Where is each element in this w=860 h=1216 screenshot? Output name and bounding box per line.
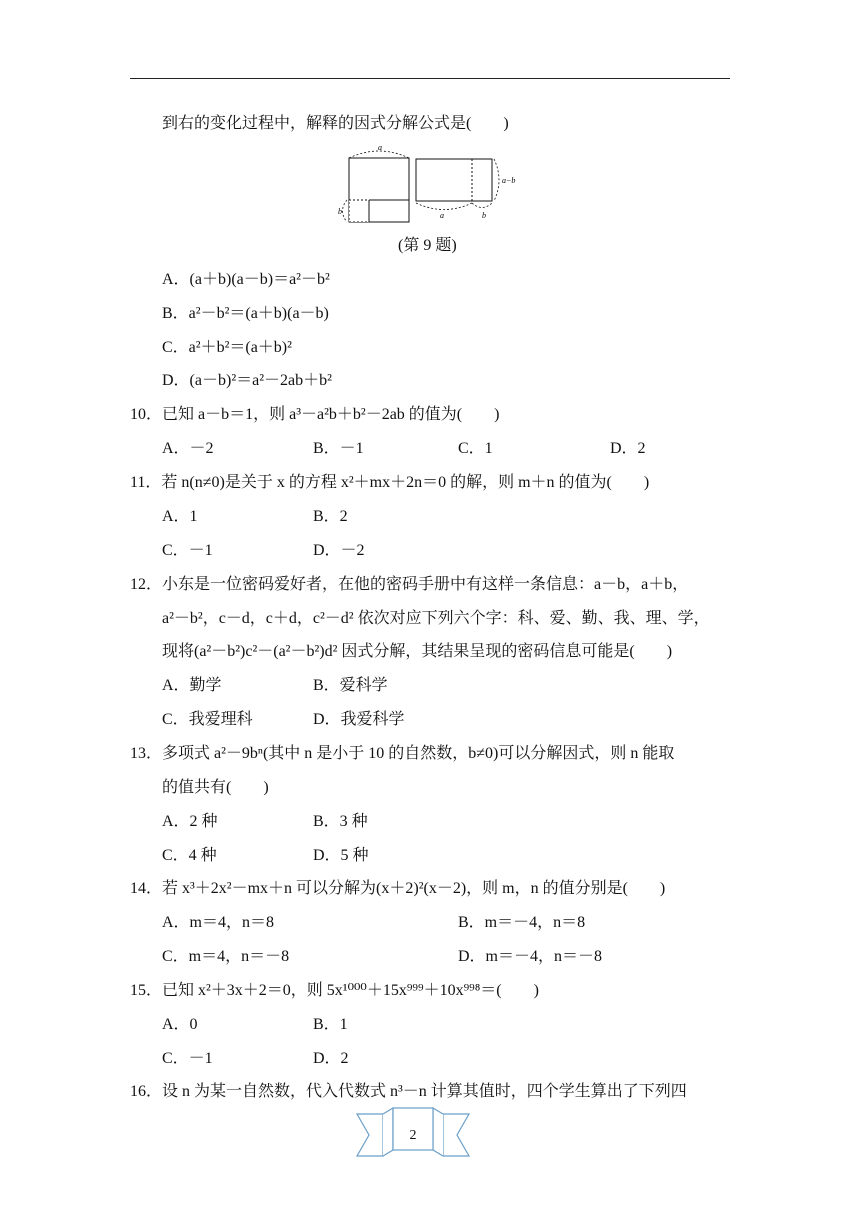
q10-option-a: A．－2 — [162, 440, 214, 457]
fig-label-a-top: a — [378, 143, 382, 152]
q11-stem: 11．若 n(n≠0)是关于 x 的方程 x²＋mx＋2n＝0 的解，则 m＋n 的值为( ) — [130, 474, 650, 491]
q11-option-b: B．2 — [313, 508, 348, 525]
fig-label-b-left: b — [338, 207, 342, 216]
q9-option-c: C．a²＋b²＝(a＋b)² — [162, 339, 292, 356]
q11-option-d: D．－2 — [313, 542, 365, 559]
q10-stem: 10．已知 a－b＝1，则 a³－a²b＋b²－2ab 的值为( ) — [130, 406, 500, 423]
page-number: 2 — [409, 1128, 417, 1143]
q12-option-a: A．勤学 — [162, 677, 222, 694]
page-number-ribbon — [355, 1106, 471, 1164]
header-rule — [130, 78, 730, 79]
fig-label-a-minus-b: a−b — [502, 176, 516, 185]
q12-option-d: D．我爱科学 — [313, 711, 405, 728]
q12-option-c: C．我爱理科 — [162, 711, 253, 728]
q15-option-a: A．0 — [162, 1016, 198, 1033]
q13-option-c: C．4 种 — [162, 847, 217, 864]
q12-option-b: B．爱科学 — [313, 677, 388, 694]
q9-option-d: D．(a－b)²＝a²－2ab＋b² — [162, 372, 332, 389]
q14-option-c: C．m＝4，n＝－8 — [162, 948, 290, 965]
q15-option-b: B．1 — [313, 1016, 348, 1033]
q14-option-a: A．m＝4，n＝8 — [162, 914, 275, 931]
q13-line-2: 的值共有( ) — [162, 779, 269, 796]
q14-option-d: D．m＝－4，n＝－8 — [458, 948, 603, 965]
q13-option-d: D．5 种 — [313, 847, 369, 864]
q11-option-c: C．－1 — [162, 542, 213, 559]
fig-label-a-bottom: a — [440, 211, 444, 220]
q11-option-a: A．1 — [162, 508, 198, 525]
q12-line-1: 12．小东是一位密码爱好者，在他的密码手册中有这样一条信息：a－b，a＋b， — [130, 576, 689, 593]
q10-option-d: D．2 — [610, 440, 646, 457]
q14-option-b: B．m＝－4，n＝8 — [458, 914, 586, 931]
q10-option-b: B．－1 — [313, 440, 364, 457]
q15-option-d: D．2 — [313, 1050, 349, 1067]
q12-line-2: a²－b²，c－d，c＋d，c²－d² 依次对应下列六个字：科、爱、勤、我、理、学， — [162, 610, 710, 627]
fig-label-b-bottom: b — [482, 211, 486, 220]
q13-line-1: 13．多项式 a²－9bⁿ(其中 n 是小于 10 的自然数，b≠0)可以分解因式，则 n 能取 — [130, 745, 675, 762]
q13-option-b: B．3 种 — [313, 813, 368, 830]
q10-option-c: C．1 — [458, 440, 493, 457]
q9-caption: (第 9 题) — [398, 237, 457, 254]
q9-figure — [330, 142, 530, 228]
q13-option-a: A．2 种 — [162, 813, 218, 830]
q9-option-a: A．(a＋b)(a－b)＝a²－b² — [162, 271, 330, 288]
q12-line-3: 现将(a²－b²)c²－(a²－b²)d² 因式分解，其结果呈现的密码信息可能是( ) — [162, 643, 673, 660]
q15-option-c: C．－1 — [162, 1050, 213, 1067]
q9-intro: 到右的变化过程中，解释的因式分解公式是( ) — [162, 115, 509, 132]
q9-option-b: B．a²－b²＝(a＋b)(a－b) — [162, 305, 329, 322]
q15-stem: 15．已知 x²＋3x＋2＝0，则 5x¹⁰⁰⁰＋15x⁹⁹⁹＋10x⁹⁹⁸＝( ) — [130, 982, 539, 999]
q14-stem: 14．若 x³＋2x²－mx＋n 可以分解为(x＋2)²(x－2)，则 m，n 的值分别是( ) — [130, 880, 666, 897]
q16-stem: 16．设 n 为某一自然数，代入代数式 n³－n 计算其值时，四个学生算出了下列四 — [130, 1083, 687, 1100]
